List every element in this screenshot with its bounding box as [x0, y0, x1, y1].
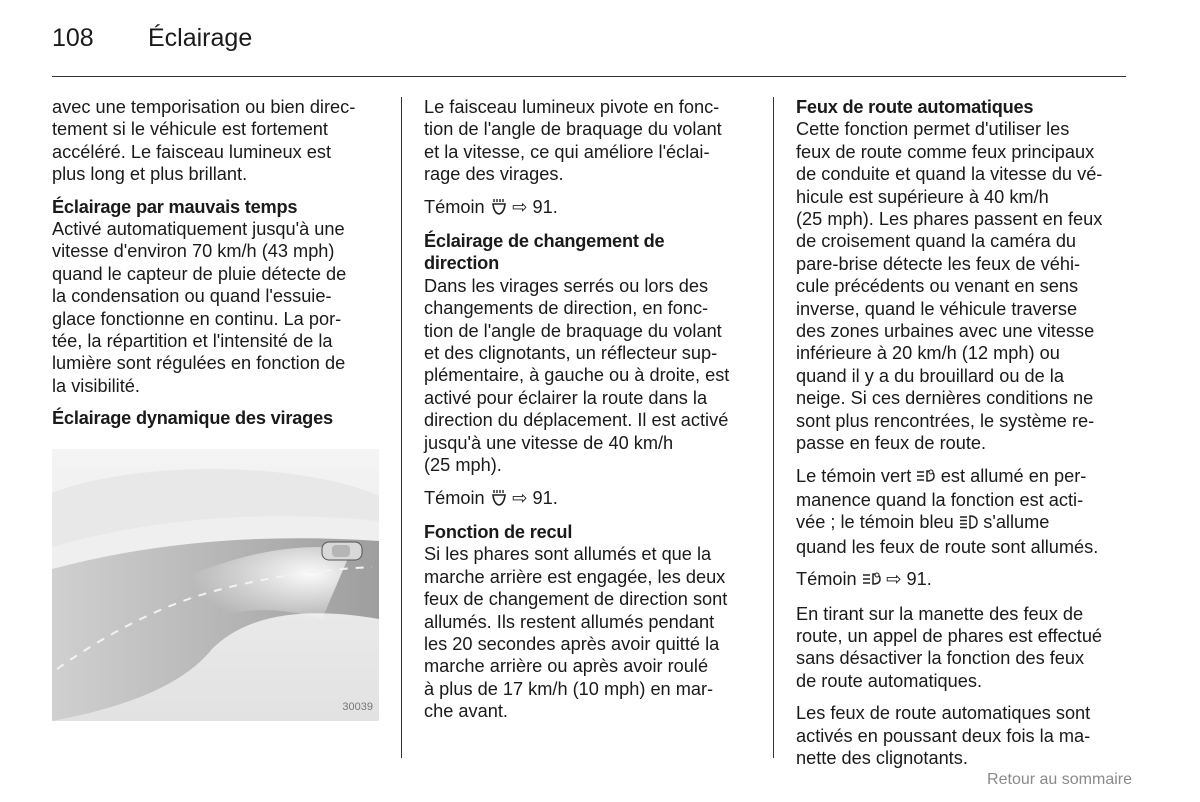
column-3 — [796, 96, 1136, 779]
high-beam-icon — [959, 515, 983, 532]
col2-paragraph-3: Si les phares sont allumés et que la marche arrière est engagée, les deux feux de changement de direction sont allumés. Ils restent allumés pendant les 20 secondes après avoir quitté la marche arrière ou après avoir roulé à plus de 17 km/h (10 mph) en mar- che avant. — [424, 544, 728, 722]
page-reference-arrow: ⇨ — [512, 487, 528, 508]
page-reference-number: 91. — [532, 487, 558, 508]
col2-paragraph-2: Dans les virages serrés ou lors des changements de direction, en fonc- tion de l'angle de braquage du volant et des clignotants, un réflecteur sup- plémentaire, à gauche ou à droite, est activé pour éclairer la route dans la direction du déplacement. Il est activé jusqu'à une vitesse de 40 km/h (25 mph). — [424, 275, 730, 476]
page-title: Éclairage — [148, 24, 253, 52]
column-divider-1 — [401, 97, 402, 758]
heading-mauvais-temps: Éclairage par mauvais temps — [52, 196, 298, 217]
heading-fonction-recul: Fonction de recul — [424, 521, 573, 542]
page-reference-arrow: ⇨ — [512, 196, 528, 217]
col3-paragraph-2: Le témoin vert est allumé en per- manence quand la fonction est acti- vée ; le témoin bleu s'allume quand les feux de route sont allumés. — [796, 465, 1099, 557]
page-reference-arrow: ⇨ — [886, 569, 902, 590]
col3-paragraph-3: En tirant sur la manette des feux de route, un appel de phares est effectué sans désactiver la fonction des feux de route automatiques. — [796, 603, 1103, 691]
car-icon — [322, 542, 362, 560]
col3-paragraph-1: Cette fonction permet d'utiliser les feux de route comme feux principaux de conduite et quand la vitesse du vé- hicule est supérieure à 40 km/h (25 mph). Les phares passent en feux de croisement quand la caméra du pare-brise détecte les feux de véhi- cule précédents ou venant en sens inverse, quand le véhicule traverse des zones urbaines avec une vitesse inférieure à 20 km/h (12 mph) ou quand il y a du brouillard ou de la neige. Si ces dernières conditions ne sont plus rencontrées, le système re- passe en feux de route. — [796, 119, 1103, 454]
figure-number: 30039 — [342, 701, 373, 713]
heading-virages-dynamiques: Éclairage dynamique des virages — [52, 408, 333, 429]
col2-paragraph-1: Le faisceau lumineux pivote en fonc- tion de l'angle de braquage du volant et la vitesse, ce qui améliore l'éclai- rage des virages. — [424, 97, 722, 185]
col2-temoin-reference-2: Témoin ⇨ 91. — [424, 487, 558, 508]
col2-temoin-reference-1: Témoin ⇨ 91. — [424, 196, 558, 217]
heading-feux-route-auto: Feux de route automatiques — [796, 97, 1034, 117]
col3-temoin-reference: Témoin ⇨ 91. — [796, 569, 932, 590]
cornering-light-illustration — [52, 449, 379, 721]
column-2 — [424, 96, 764, 733]
auto-high-beam-icon — [916, 469, 940, 486]
auto-high-beam-icon — [862, 572, 886, 589]
cornering-light-icon — [490, 491, 512, 508]
page-number: 108 — [52, 24, 94, 52]
page-reference-number: 91. — [906, 569, 932, 590]
road-curve-illustration — [52, 449, 379, 721]
col3-paragraph-4: Les feux de route automatiques sont activés en poussant deux fois la ma- nette des clignotants. — [796, 703, 1091, 768]
column-1 — [52, 96, 387, 430]
header-rule — [52, 76, 1126, 77]
col1-paragraph-1: avec une temporisation ou bien direc- tement si le véhicule est fortement accéléré. Le faisceau lumineux est plus long et plus brillant. — [52, 97, 356, 185]
column-divider-2 — [773, 97, 774, 758]
page-reference-number: 91. — [532, 196, 558, 217]
col1-paragraph-2: Activé automatiquement jusqu'à une vitesse d'environ 70 km/h (43 mph) quand le capteur de pluie détecte de la condensation ou quand l'essuie- glace fonctionne en continu. La por- tée, la répartition et l'intensité de la lumière sont régulées en fonction de la visibilité. — [52, 219, 347, 396]
heading-changement-direction: Éclairage de changement de direction — [424, 231, 665, 274]
back-to-contents-link[interactable]: Retour au sommaire — [987, 771, 1132, 788]
cornering-light-icon — [490, 200, 512, 217]
